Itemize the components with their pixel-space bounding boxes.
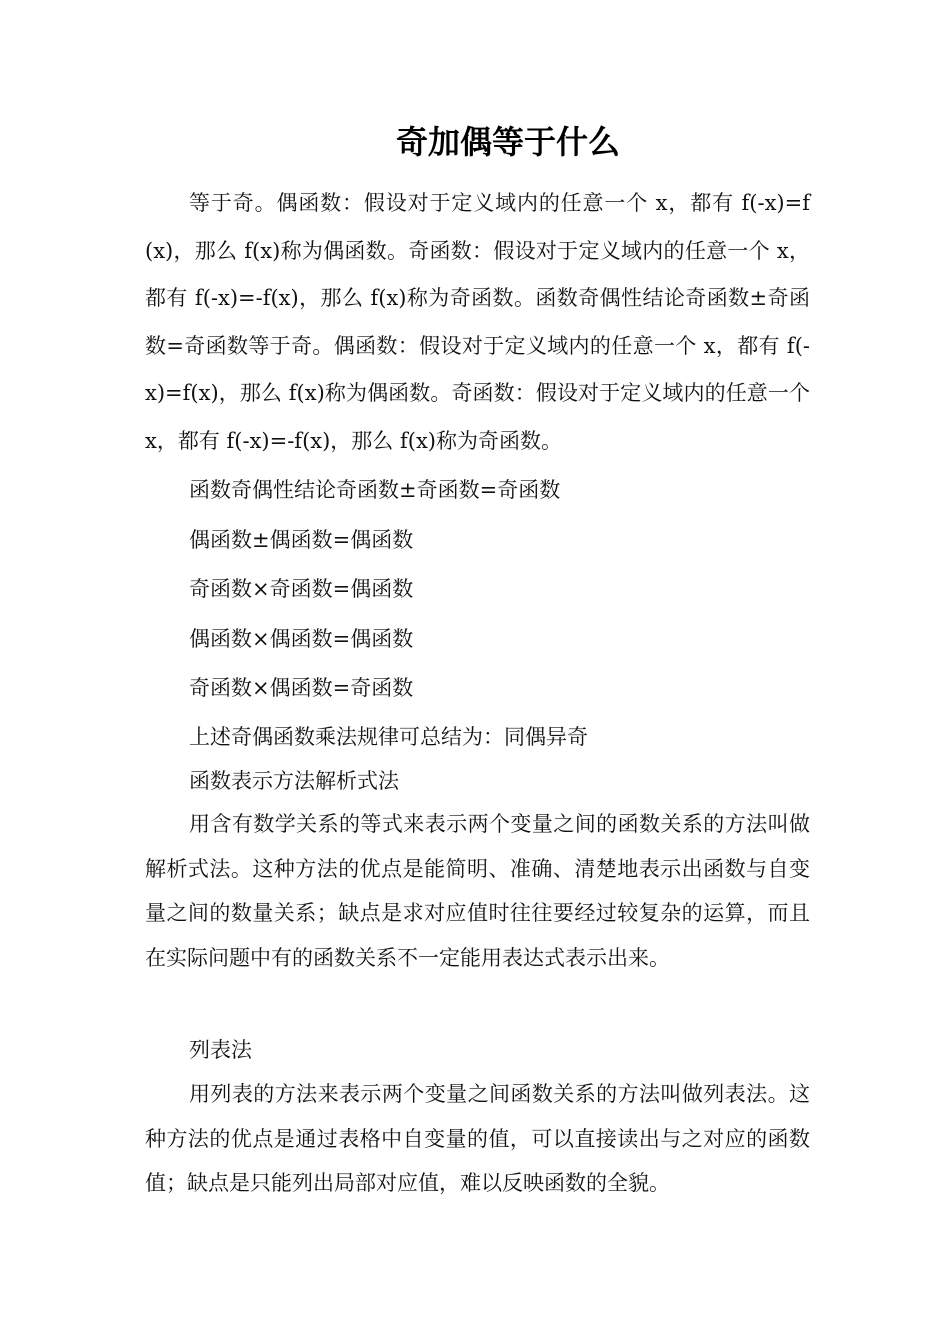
paragraph-parity-definition: 等于奇。偶函数：假设对于定义域内的任意一个 x，都有 f(-x)=f(x)，那么 f(x)称为偶函数。奇函数：假设对于定义域内的任意一个 x，都有 f(-x)=-f(x)，那么 f(x)称为奇函数。函数奇偶性结论奇函数±奇函数=奇函数等于奇。偶函数：假设对于定义域内的任意一个 x，都有 f(-x)=f(x)，那么 f(x)称为偶函数。奇函数：假设对于定义域内的任意一个 x，都有 f(-x)=-f(x)，那么 f(x)称为奇函数。: [145, 191, 810, 453]
paragraph-table-method: 用列表的方法来表示两个变量之间函数关系的方法叫做列表法。这种方法的优点是通过表格中自变量的值，可以直接读出与之对应的函数值；缺点是只能列出局部对应值，难以反映函数的全貌。: [145, 1082, 810, 1196]
paragraph-analytic-method: 用含有数学关系的等式来表示两个变量之间的函数关系的方法叫做解析式法。这种方法的优点是能简明、准确、清楚地表示出函数与自变量之间的数量关系；缺点是求对应值时往往要经过较复杂的运算，而且在实际问题中有的函数关系不一定能用表达式表示出来。: [145, 812, 810, 971]
rule-line: 偶函数±偶函数=偶函数: [189, 527, 414, 552]
rule-summary: 上述奇偶函数乘法规律可总结为：同偶异奇: [189, 724, 588, 749]
section-heading-table: 列表法: [189, 1038, 252, 1062]
rule-line: 奇函数×奇函数=偶函数: [189, 577, 414, 602]
document-title: 奇加偶等于什么: [395, 123, 620, 161]
rule-line: 偶函数×偶函数=偶函数: [189, 626, 414, 651]
section-heading-analytic: 函数表示方法解析式法: [189, 768, 399, 793]
rule-line: 奇函数×偶函数=奇函数: [189, 676, 414, 701]
parity-rules-list: [145, 466, 810, 802]
rule-line: 函数奇偶性结论奇函数±奇函数=奇函数: [189, 478, 561, 502]
